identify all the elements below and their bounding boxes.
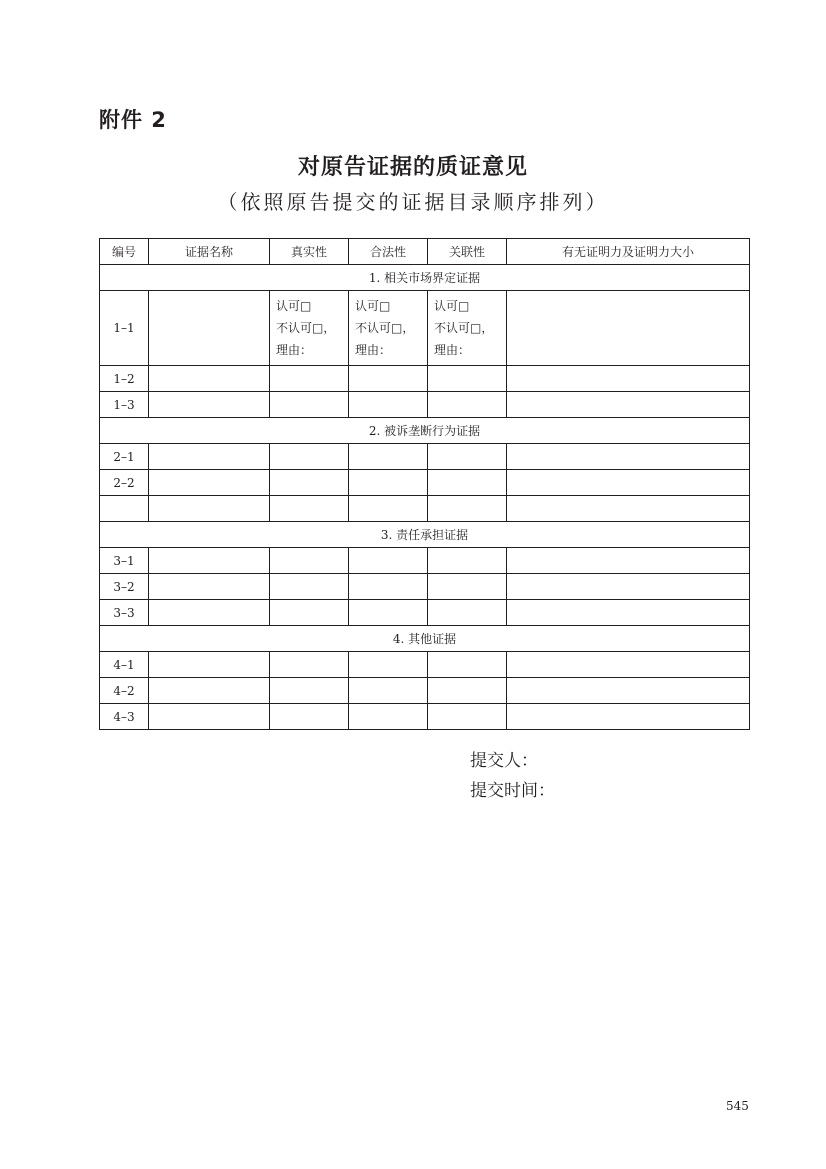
header-probative-force: 有无证明力及证明力大小	[507, 239, 750, 265]
probative-force-cell[interactable]	[507, 678, 750, 704]
reason-label: 理由：	[355, 343, 392, 357]
authenticity-opinion-cell[interactable]	[270, 291, 349, 366]
probative-force-cell[interactable]	[507, 392, 750, 418]
reason-label: 理由：	[276, 343, 313, 357]
table-row	[100, 652, 750, 678]
probative-force-cell[interactable]	[507, 470, 750, 496]
legality-cell[interactable]	[349, 574, 428, 600]
evidence-name-cell[interactable]	[149, 470, 270, 496]
authenticity-cell[interactable]	[270, 574, 349, 600]
evidence-name-cell[interactable]	[149, 496, 270, 522]
row-number: 1–1	[100, 291, 149, 366]
legality-cell[interactable]	[349, 704, 428, 730]
relevance-cell[interactable]	[428, 678, 507, 704]
evidence-name-cell[interactable]	[149, 678, 270, 704]
header-authenticity: 真实性	[270, 239, 349, 265]
relevance-cell[interactable]	[428, 652, 507, 678]
table-row	[100, 704, 750, 730]
relevance-cell[interactable]	[428, 366, 507, 392]
authenticity-cell[interactable]	[270, 600, 349, 626]
table-row	[100, 470, 750, 496]
row-number: 4–1	[100, 652, 149, 678]
row-number: 1–2	[100, 366, 149, 392]
section-title: 2. 被诉垄断行为证据	[100, 418, 750, 444]
relevance-opinion-cell[interactable]	[428, 291, 507, 366]
evidence-name-cell[interactable]	[149, 704, 270, 730]
authenticity-cell[interactable]	[270, 548, 349, 574]
submitter-label: 提交人：	[470, 751, 538, 771]
evidence-name-cell[interactable]	[149, 444, 270, 470]
legality-cell[interactable]	[349, 392, 428, 418]
probative-force-cell[interactable]	[507, 574, 750, 600]
authenticity-cell[interactable]	[270, 496, 349, 522]
table-row	[100, 444, 750, 470]
approve-option[interactable]: 认可□	[434, 299, 470, 313]
legality-cell[interactable]	[349, 496, 428, 522]
section-title: 4. 其他证据	[100, 626, 750, 652]
authenticity-cell[interactable]	[270, 392, 349, 418]
evidence-table	[99, 238, 750, 730]
authenticity-cell[interactable]	[270, 704, 349, 730]
disapprove-option[interactable]: 不认可□，	[434, 321, 494, 335]
section-row	[100, 265, 750, 291]
relevance-cell[interactable]	[428, 548, 507, 574]
relevance-cell[interactable]	[428, 470, 507, 496]
relevance-cell[interactable]	[428, 444, 507, 470]
table-row	[100, 548, 750, 574]
probative-force-cell[interactable]	[507, 548, 750, 574]
section-row	[100, 626, 750, 652]
probative-force-cell[interactable]	[507, 600, 750, 626]
legality-cell[interactable]	[349, 652, 428, 678]
section-row	[100, 418, 750, 444]
probative-force-cell[interactable]	[507, 444, 750, 470]
row-number: 3–2	[100, 574, 149, 600]
disapprove-option[interactable]: 不认可□，	[276, 321, 336, 335]
row-number: 4–2	[100, 678, 149, 704]
legality-cell[interactable]	[349, 600, 428, 626]
row-number: 3–1	[100, 548, 149, 574]
authenticity-cell[interactable]	[270, 444, 349, 470]
table-row	[100, 366, 750, 392]
probative-force-cell[interactable]	[507, 704, 750, 730]
legality-cell[interactable]	[349, 366, 428, 392]
probative-force-cell[interactable]	[507, 291, 750, 366]
legality-cell[interactable]	[349, 470, 428, 496]
relevance-cell[interactable]	[428, 704, 507, 730]
evidence-name-cell[interactable]	[149, 574, 270, 600]
evidence-name-cell[interactable]	[149, 291, 270, 366]
header-legality: 合法性	[349, 239, 428, 265]
submit-time-label: 提交时间：	[470, 781, 555, 801]
row-number: 3–3	[100, 600, 149, 626]
evidence-name-cell[interactable]	[149, 652, 270, 678]
authenticity-cell[interactable]	[270, 366, 349, 392]
evidence-name-cell[interactable]	[149, 600, 270, 626]
page-title: 对原告证据的质证意见	[297, 155, 528, 180]
section-title: 3. 责任承担证据	[100, 522, 750, 548]
table-row	[100, 678, 750, 704]
approve-option[interactable]: 认可□	[355, 299, 391, 313]
probative-force-cell[interactable]	[507, 366, 750, 392]
probative-force-cell[interactable]	[507, 652, 750, 678]
legality-opinion-cell[interactable]	[349, 291, 428, 366]
section-title: 1. 相关市场界定证据	[100, 265, 750, 291]
row-number: 1–3	[100, 392, 149, 418]
header-number: 编号	[100, 239, 149, 265]
attachment-label: 附件 2	[99, 108, 167, 132]
relevance-cell[interactable]	[428, 574, 507, 600]
authenticity-cell[interactable]	[270, 470, 349, 496]
legality-cell[interactable]	[349, 548, 428, 574]
table-row	[100, 392, 750, 418]
legality-cell[interactable]	[349, 678, 428, 704]
authenticity-cell[interactable]	[270, 678, 349, 704]
section-row	[100, 522, 750, 548]
table-row	[100, 291, 750, 366]
approve-option[interactable]: 认可□	[276, 299, 312, 313]
evidence-name-cell[interactable]	[149, 392, 270, 418]
row-number	[100, 496, 149, 522]
authenticity-cell[interactable]	[270, 652, 349, 678]
relevance-cell[interactable]	[428, 392, 507, 418]
disapprove-option[interactable]: 不认可□，	[355, 321, 415, 335]
reason-label: 理由：	[434, 343, 471, 357]
table-row	[100, 496, 750, 522]
evidence-name-cell[interactable]	[149, 548, 270, 574]
page-number: 545	[726, 1099, 749, 1113]
row-number: 4–3	[100, 704, 149, 730]
row-number: 2–1	[100, 444, 149, 470]
evidence-name-cell[interactable]	[149, 366, 270, 392]
row-number: 2–2	[100, 470, 149, 496]
page-subtitle: （依照原告提交的证据目录顺序排列）	[217, 190, 609, 214]
table-row	[100, 574, 750, 600]
relevance-cell[interactable]	[428, 600, 507, 626]
header-row	[100, 239, 750, 265]
header-relevance: 关联性	[428, 239, 507, 265]
table-row	[100, 600, 750, 626]
header-evidence-name: 证据名称	[149, 239, 270, 265]
probative-force-cell[interactable]	[507, 496, 750, 522]
relevance-cell[interactable]	[428, 496, 507, 522]
legality-cell[interactable]	[349, 444, 428, 470]
